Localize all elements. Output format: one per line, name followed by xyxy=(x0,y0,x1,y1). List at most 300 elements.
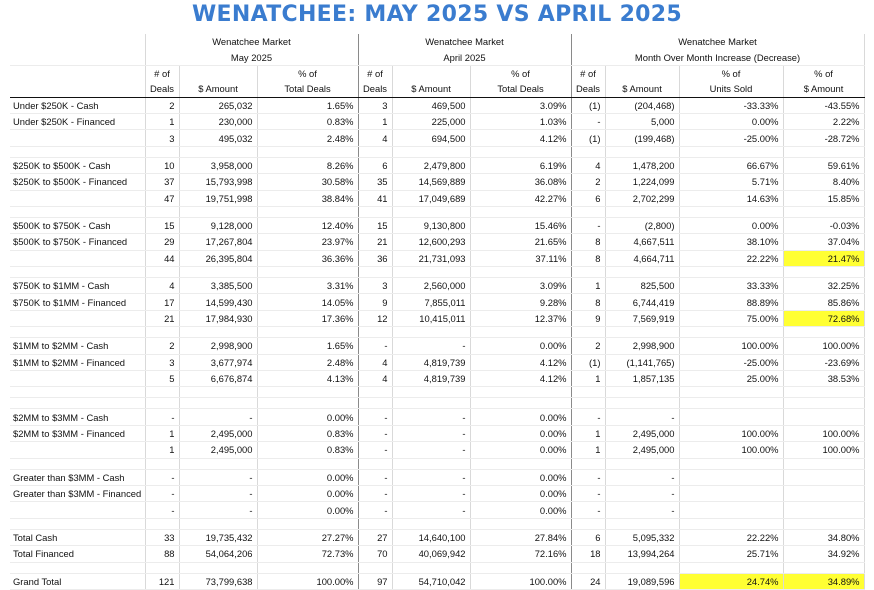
mom-deals-cell: - xyxy=(571,217,605,233)
apr-pct-cell: 72.16% xyxy=(470,546,571,562)
row-label xyxy=(10,442,145,458)
may-deals-cell: 21 xyxy=(145,310,179,326)
apr-amount-cell: - xyxy=(392,409,470,425)
empty-cell xyxy=(679,398,783,409)
may-deals-cell: 88 xyxy=(145,546,179,562)
row-label: Greater than $3MM - Financed xyxy=(10,485,145,501)
may-pct-cell: 72.73% xyxy=(257,546,358,562)
empty-cell xyxy=(257,398,358,409)
mom-pct-cell: 38.10% xyxy=(679,234,783,250)
table-row xyxy=(10,469,864,485)
empty-cell xyxy=(783,387,864,398)
may-pct-cell: 1.65% xyxy=(257,97,358,113)
empty-cell xyxy=(470,398,571,409)
apr-amount-cell: - xyxy=(392,442,470,458)
may-amount-cell: 14,599,430 xyxy=(179,294,257,310)
table-row xyxy=(10,546,864,562)
apr-amount-cell: - xyxy=(392,502,470,518)
row-label xyxy=(10,371,145,387)
may-pct-cell: 2.48% xyxy=(257,354,358,370)
mom-amount-cell: 19,089,596 xyxy=(605,573,679,589)
mom-pct-cell: -25.00% xyxy=(679,354,783,370)
empty-cell xyxy=(571,398,605,409)
may-deals-cell: - xyxy=(145,469,179,485)
apr-amount-cell: 4,819,739 xyxy=(392,371,470,387)
empty-cell xyxy=(571,206,605,217)
empty-cell xyxy=(605,398,679,409)
apr-deals-cell: 6 xyxy=(358,157,392,173)
apr-deals-cell: - xyxy=(358,485,392,501)
empty-cell xyxy=(605,206,679,217)
may-pct-cell: 3.31% xyxy=(257,278,358,294)
blank-row xyxy=(10,562,864,573)
may-pct-cell: 0.00% xyxy=(257,502,358,518)
may-amount-cell: 3,958,000 xyxy=(179,157,257,173)
row-label: Greater than $3MM - Cash xyxy=(10,469,145,485)
apr-amount-cell: 10,415,011 xyxy=(392,310,470,326)
april-period: April 2025 xyxy=(358,49,571,65)
apr-deals-header: # of xyxy=(358,65,392,81)
may-pct-cell: 4.13% xyxy=(257,371,358,387)
table-row xyxy=(10,485,864,501)
row-label: Under $250K - Cash xyxy=(10,97,145,113)
empty-cell xyxy=(145,327,179,338)
mom-deals-cell: 1 xyxy=(571,442,605,458)
mom-amt-header: % of xyxy=(783,65,864,81)
row-label: $750K to $1MM - Financed xyxy=(10,294,145,310)
may-amount-cell: - xyxy=(179,502,257,518)
may-deals-cell: 2 xyxy=(145,97,179,113)
may-deals-cell: 2 xyxy=(145,338,179,354)
blank-row xyxy=(10,398,864,409)
mom-deals-cell: 1 xyxy=(571,278,605,294)
mom-deals-cell: 9 xyxy=(571,310,605,326)
mom-deals-cell: - xyxy=(571,469,605,485)
apr-amount-cell: 54,710,042 xyxy=(392,573,470,589)
apr-amount-cell: 9,130,800 xyxy=(392,217,470,233)
header-row-2 xyxy=(10,49,864,65)
subtotal-row xyxy=(10,250,864,266)
mom-pct-amount-cell xyxy=(783,485,864,501)
mom-group-title: Wenatchee Market xyxy=(571,34,864,49)
mom-pct-cell: 100.00% xyxy=(679,338,783,354)
may-period: May 2025 xyxy=(145,49,358,65)
apr-pct-cell: 37.11% xyxy=(470,250,571,266)
apr-deals-cell: 27 xyxy=(358,529,392,545)
mom-pct-amount-cell: 72.68% xyxy=(783,310,864,326)
empty-cell xyxy=(179,267,257,278)
mom-units-header: % of xyxy=(679,65,783,81)
blank-row xyxy=(10,518,864,529)
apr-amount-cell: 21,731,093 xyxy=(392,250,470,266)
may-amount-cell: 2,998,900 xyxy=(179,338,257,354)
mom-deals-cell: - xyxy=(571,113,605,129)
subtotal-row xyxy=(10,190,864,206)
empty-cell xyxy=(358,267,392,278)
apr-deals-header-2: Deals xyxy=(358,81,392,97)
empty-cell xyxy=(679,387,783,398)
may-deals-cell: 1 xyxy=(145,113,179,129)
apr-deals-cell: 3 xyxy=(358,278,392,294)
may-deals-cell: 10 xyxy=(145,157,179,173)
apr-deals-cell: 36 xyxy=(358,250,392,266)
apr-pct-cell: 42.27% xyxy=(470,190,571,206)
mom-pct-cell: 75.00% xyxy=(679,310,783,326)
may-pct-cell: 23.97% xyxy=(257,234,358,250)
empty-cell xyxy=(470,206,571,217)
apr-pct-cell: 0.00% xyxy=(470,425,571,441)
empty-cell xyxy=(257,387,358,398)
mom-pct-cell: 22.22% xyxy=(679,529,783,545)
mom-amount-cell: 1,224,099 xyxy=(605,174,679,190)
row-label xyxy=(10,250,145,266)
empty-cell xyxy=(679,562,783,573)
mom-deals-cell: 1 xyxy=(571,425,605,441)
may-deals-cell: 44 xyxy=(145,250,179,266)
mom-deals-cell: (1) xyxy=(571,97,605,113)
grand-total-row xyxy=(10,573,864,589)
mom-deals-cell: 4 xyxy=(571,157,605,173)
empty-cell xyxy=(571,267,605,278)
mom-pct-amount-cell: 37.04% xyxy=(783,234,864,250)
table-row xyxy=(10,174,864,190)
blank-row xyxy=(10,327,864,338)
empty-cell xyxy=(783,327,864,338)
may-pct-cell: 14.05% xyxy=(257,294,358,310)
apr-pct-cell: 27.84% xyxy=(470,529,571,545)
empty-cell xyxy=(257,146,358,157)
mom-pct-cell xyxy=(679,469,783,485)
may-pct-cell: 0.00% xyxy=(257,409,358,425)
mom-pct-cell: -25.00% xyxy=(679,130,783,146)
empty-cell xyxy=(679,267,783,278)
apr-amount-cell: - xyxy=(392,425,470,441)
mom-deals-cell: 8 xyxy=(571,250,605,266)
empty-cell xyxy=(470,146,571,157)
mom-deals-cell: 2 xyxy=(571,174,605,190)
may-deals-cell: 3 xyxy=(145,130,179,146)
mom-period: Month Over Month Increase (Decrease) xyxy=(571,49,864,65)
mom-pct-cell: 100.00% xyxy=(679,425,783,441)
mom-deals-cell: 18 xyxy=(571,546,605,562)
empty-cell xyxy=(145,398,179,409)
empty-cell xyxy=(179,518,257,529)
empty-cell xyxy=(571,458,605,469)
empty-cell xyxy=(10,518,145,529)
empty-cell xyxy=(10,398,145,409)
empty-cell xyxy=(392,518,470,529)
empty-cell xyxy=(179,206,257,217)
empty-cell xyxy=(783,267,864,278)
mom-deals-cell: (1) xyxy=(571,130,605,146)
mom-deals-cell: - xyxy=(571,502,605,518)
apr-deals-cell: - xyxy=(358,502,392,518)
apr-amount-cell: 469,500 xyxy=(392,97,470,113)
empty-cell xyxy=(571,146,605,157)
mom-pct-cell: 22.22% xyxy=(679,250,783,266)
may-deals-cell: 4 xyxy=(145,278,179,294)
apr-pct-cell: 0.00% xyxy=(470,469,571,485)
subtotal-row xyxy=(10,371,864,387)
may-amount-cell: 3,677,974 xyxy=(179,354,257,370)
empty-cell xyxy=(605,387,679,398)
may-deals-cell: - xyxy=(145,502,179,518)
mom-deals-cell: - xyxy=(571,485,605,501)
apr-pct-cell: 0.00% xyxy=(470,485,571,501)
empty-cell xyxy=(783,206,864,217)
mom-amount-cell: (2,800) xyxy=(605,217,679,233)
mom-pct-amount-cell: 85.86% xyxy=(783,294,864,310)
mom-pct-amount-cell: 100.00% xyxy=(783,338,864,354)
may-pct-cell: 0.00% xyxy=(257,469,358,485)
row-label xyxy=(10,310,145,326)
empty-cell xyxy=(358,387,392,398)
empty-cell xyxy=(10,146,145,157)
mom-amount-cell: 4,667,511 xyxy=(605,234,679,250)
row-label: Total Cash xyxy=(10,529,145,545)
apr-deals-cell: 4 xyxy=(358,354,392,370)
apr-deals-cell: - xyxy=(358,442,392,458)
table-row xyxy=(10,354,864,370)
mom-amount-cell: - xyxy=(605,409,679,425)
empty-cell xyxy=(783,518,864,529)
may-amount-cell: 9,128,000 xyxy=(179,217,257,233)
mom-amount-cell: 7,569,919 xyxy=(605,310,679,326)
may-amount-cell: 3,385,500 xyxy=(179,278,257,294)
mom-pct-cell: 0.00% xyxy=(679,217,783,233)
apr-deals-cell: 12 xyxy=(358,310,392,326)
empty-cell xyxy=(470,562,571,573)
mom-deals-cell: (1) xyxy=(571,354,605,370)
mom-amount-cell: 13,994,264 xyxy=(605,546,679,562)
may-pct-cell: 1.65% xyxy=(257,338,358,354)
empty-cell xyxy=(392,146,470,157)
mom-amount-cell: - xyxy=(605,485,679,501)
row-label xyxy=(10,190,145,206)
may-amount-cell: 230,000 xyxy=(179,113,257,129)
empty-cell xyxy=(179,146,257,157)
empty-cell xyxy=(392,327,470,338)
empty-cell xyxy=(145,146,179,157)
mom-pct-amount-cell: 8.40% xyxy=(783,174,864,190)
may-deals-cell: 29 xyxy=(145,234,179,250)
apr-amount-cell: 694,500 xyxy=(392,130,470,146)
mom-amount-cell: (204,468) xyxy=(605,97,679,113)
apr-amount-cell: 2,479,800 xyxy=(392,157,470,173)
mom-pct-cell: 33.33% xyxy=(679,278,783,294)
mom-deals-cell: 2 xyxy=(571,338,605,354)
apr-amount-cell: 14,640,100 xyxy=(392,529,470,545)
may-amount-cell: 17,984,930 xyxy=(179,310,257,326)
mom-pct-cell xyxy=(679,502,783,518)
may-deals-header-2: Deals xyxy=(145,81,179,97)
mom-deals-header-2: Deals xyxy=(571,81,605,97)
empty-cell xyxy=(679,327,783,338)
row-label: $500K to $750K - Cash xyxy=(10,217,145,233)
table-row xyxy=(10,278,864,294)
empty-cell xyxy=(392,398,470,409)
empty-cell xyxy=(679,518,783,529)
mom-amount-cell: 6,744,419 xyxy=(605,294,679,310)
apr-deals-cell: 35 xyxy=(358,174,392,190)
empty-cell xyxy=(470,327,571,338)
table-row xyxy=(10,425,864,441)
table-row xyxy=(10,97,864,113)
sales-table xyxy=(10,34,865,590)
may-amount-cell: 2,495,000 xyxy=(179,442,257,458)
apr-pct-cell: 9.28% xyxy=(470,294,571,310)
empty-cell xyxy=(10,562,145,573)
apr-amount-cell: 12,600,293 xyxy=(392,234,470,250)
mom-amt-header-2: $ Amount xyxy=(783,81,864,97)
mom-pct-cell: 0.00% xyxy=(679,113,783,129)
table-row xyxy=(10,409,864,425)
apr-amount-cell: 17,049,689 xyxy=(392,190,470,206)
apr-amount-cell: 2,560,000 xyxy=(392,278,470,294)
apr-pct-cell: 6.19% xyxy=(470,157,571,173)
mom-amount-cell: - xyxy=(605,469,679,485)
mom-amount-cell: 1,857,135 xyxy=(605,371,679,387)
may-amount-cell: - xyxy=(179,485,257,501)
mom-amount-cell: 2,998,900 xyxy=(605,338,679,354)
mom-pct-amount-cell: 2.22% xyxy=(783,113,864,129)
empty-cell xyxy=(605,327,679,338)
may-amount-cell: 17,267,804 xyxy=(179,234,257,250)
mom-pct-amount-cell: 100.00% xyxy=(783,425,864,441)
mom-amount-header: $ Amount xyxy=(605,81,679,97)
apr-amount-cell: 225,000 xyxy=(392,113,470,129)
blank-row xyxy=(10,458,864,469)
empty-cell xyxy=(257,518,358,529)
may-amount-cell: - xyxy=(179,409,257,425)
empty-cell xyxy=(10,458,145,469)
empty-cell xyxy=(10,206,145,217)
spreadsheet xyxy=(10,34,864,587)
empty-cell xyxy=(179,398,257,409)
may-pct-cell: 36.36% xyxy=(257,250,358,266)
table-row xyxy=(10,294,864,310)
empty-cell xyxy=(145,206,179,217)
apr-pct-cell: 0.00% xyxy=(470,338,571,354)
mom-deals-cell: 24 xyxy=(571,573,605,589)
may-deals-cell: 121 xyxy=(145,573,179,589)
mom-pct-cell: 5.71% xyxy=(679,174,783,190)
mom-amount-cell: 4,664,711 xyxy=(605,250,679,266)
mom-amount-cell: 5,000 xyxy=(605,113,679,129)
may-deals-cell: 17 xyxy=(145,294,179,310)
may-pct-cell: 0.83% xyxy=(257,113,358,129)
header-row-3 xyxy=(10,65,864,81)
page-title: WENATCHEE: MAY 2025 VS APRIL 2025 xyxy=(191,2,682,27)
mom-pct-amount-cell xyxy=(783,502,864,518)
may-deals-cell: 5 xyxy=(145,371,179,387)
empty-cell xyxy=(470,458,571,469)
empty-cell xyxy=(145,518,179,529)
may-amount-cell: 15,793,998 xyxy=(179,174,257,190)
may-pct-header: % of xyxy=(257,65,358,81)
table-row xyxy=(10,338,864,354)
apr-pct-cell: 1.03% xyxy=(470,113,571,129)
empty-cell xyxy=(571,327,605,338)
apr-pct-cell: 100.00% xyxy=(470,573,571,589)
may-pct-header-2: Total Deals xyxy=(257,81,358,97)
header-row-1 xyxy=(10,34,864,49)
apr-deals-cell: - xyxy=(358,409,392,425)
mom-deals-cell: 6 xyxy=(571,529,605,545)
empty-cell xyxy=(358,206,392,217)
mom-pct-amount-cell: 21.47% xyxy=(783,250,864,266)
empty-cell xyxy=(605,562,679,573)
may-amount-cell: 19,751,998 xyxy=(179,190,257,206)
empty-cell xyxy=(10,327,145,338)
may-group-title: Wenatchee Market xyxy=(145,34,358,49)
empty-cell xyxy=(605,458,679,469)
table-row xyxy=(10,113,864,129)
mom-amount-cell: 825,500 xyxy=(605,278,679,294)
apr-pct-cell: 0.00% xyxy=(470,409,571,425)
may-pct-cell: 0.83% xyxy=(257,425,358,441)
empty-cell xyxy=(783,562,864,573)
mom-amount-cell: 2,495,000 xyxy=(605,442,679,458)
may-amount-cell: 26,395,804 xyxy=(179,250,257,266)
apr-amount-cell: 4,819,739 xyxy=(392,354,470,370)
mom-amount-cell: 1,478,200 xyxy=(605,157,679,173)
empty-cell xyxy=(145,267,179,278)
mom-amount-cell: - xyxy=(605,502,679,518)
mom-pct-amount-cell: 34.89% xyxy=(783,573,864,589)
mom-pct-amount-cell: -28.72% xyxy=(783,130,864,146)
apr-deals-cell: 1 xyxy=(358,113,392,129)
mom-deals-cell: 6 xyxy=(571,190,605,206)
empty-cell xyxy=(571,562,605,573)
apr-deals-cell: 70 xyxy=(358,546,392,562)
empty-cell xyxy=(10,387,145,398)
empty-cell xyxy=(179,327,257,338)
mom-pct-cell: -33.33% xyxy=(679,97,783,113)
may-pct-cell: 38.84% xyxy=(257,190,358,206)
apr-deals-cell: 3 xyxy=(358,97,392,113)
apr-pct-cell: 0.00% xyxy=(470,442,571,458)
header-row-4 xyxy=(10,81,864,97)
may-pct-cell: 0.83% xyxy=(257,442,358,458)
empty-cell xyxy=(358,146,392,157)
row-label: $2MM to $3MM - Cash xyxy=(10,409,145,425)
empty-cell xyxy=(470,518,571,529)
empty-cell xyxy=(783,398,864,409)
empty-cell xyxy=(571,387,605,398)
empty-cell xyxy=(257,206,358,217)
row-label: $2MM to $3MM - Financed xyxy=(10,425,145,441)
may-pct-cell: 2.48% xyxy=(257,130,358,146)
empty-cell xyxy=(145,458,179,469)
empty-cell xyxy=(571,518,605,529)
mom-pct-amount-cell xyxy=(783,469,864,485)
empty-cell xyxy=(470,267,571,278)
row-label: $1MM to $2MM - Cash xyxy=(10,338,145,354)
may-deals-cell: 1 xyxy=(145,442,179,458)
empty-cell xyxy=(257,458,358,469)
apr-deals-cell: 4 xyxy=(358,130,392,146)
empty-cell xyxy=(783,146,864,157)
apr-pct-cell: 12.37% xyxy=(470,310,571,326)
may-deals-cell: 33 xyxy=(145,529,179,545)
mom-pct-amount-cell: 15.85% xyxy=(783,190,864,206)
empty-cell xyxy=(145,562,179,573)
empty-cell xyxy=(605,267,679,278)
empty-cell xyxy=(392,267,470,278)
may-pct-cell: 12.40% xyxy=(257,217,358,233)
table-row xyxy=(10,217,864,233)
